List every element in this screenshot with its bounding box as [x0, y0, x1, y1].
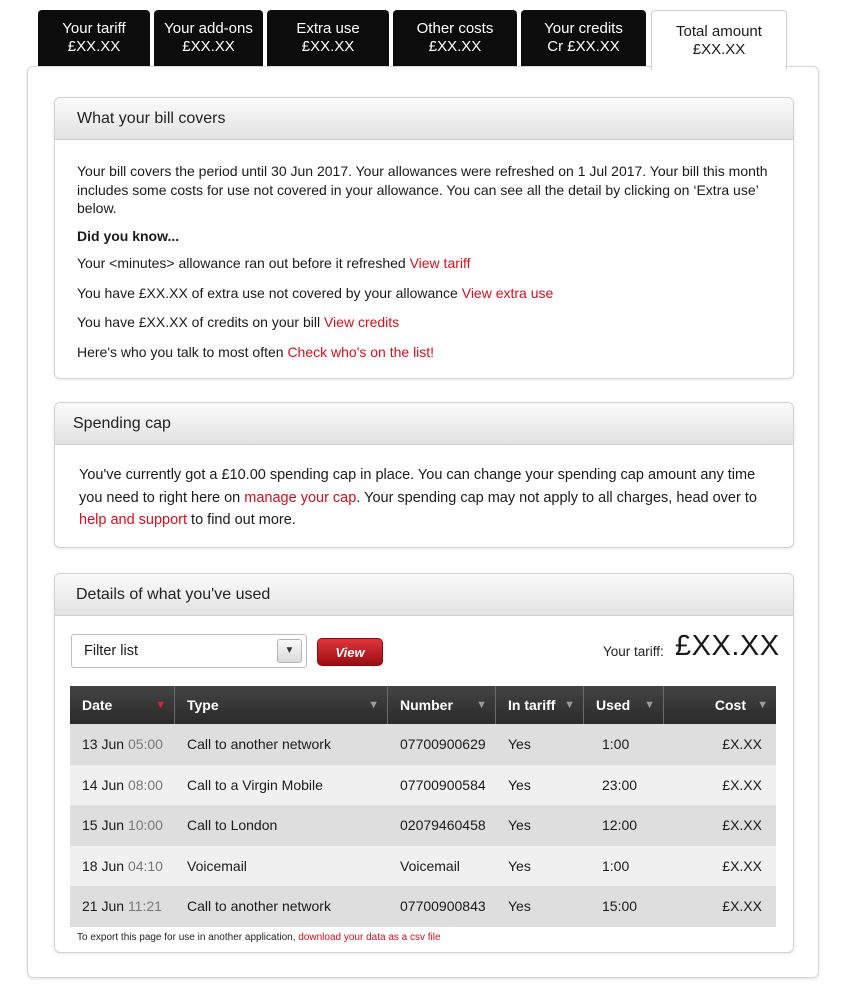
tab-total-amount[interactable]: [651, 10, 787, 70]
spending-cap-text: [55, 445, 793, 532]
header-label: Number: [400, 697, 453, 713]
spending-cap-card: [54, 402, 794, 548]
tab-label: Extra use: [296, 20, 360, 37]
header-label: Type: [187, 697, 219, 713]
tab-label: Other costs: [416, 20, 494, 37]
header-label: In tariff: [508, 697, 556, 713]
header-label: Used: [596, 697, 631, 713]
tab-label: Your tariff: [62, 20, 126, 37]
cell-day: 14 Jun: [82, 776, 125, 793]
cell-time: 10:00: [127, 817, 163, 833]
view-credits-link[interactable]: View credits: [323, 314, 400, 330]
cell-number: Voicemail: [400, 857, 460, 874]
cell-cost: £X.XX: [722, 898, 762, 914]
column-header-in-tariff[interactable]: [496, 686, 584, 724]
table-row: [70, 805, 776, 846]
chevron-down-icon: ▼: [368, 699, 379, 711]
column-header-date[interactable]: [70, 686, 175, 724]
cell-cost: £X.XX: [722, 776, 762, 793]
bill-covers-title: What your bill covers: [55, 98, 793, 140]
cell-type: Call to London: [187, 817, 278, 833]
download-csv-link[interactable]: download your data as a csv file: [298, 932, 441, 943]
view-extra-use-link[interactable]: View extra use: [461, 284, 554, 301]
tab-your-tariff[interactable]: [38, 10, 150, 68]
chevron-down-icon: ▼: [564, 699, 575, 711]
cell-day: 13 Jun: [82, 736, 125, 752]
filter-label: Filter list: [84, 643, 138, 659]
table-body: [70, 724, 776, 927]
cell-used: 23:00: [602, 776, 638, 793]
cell-in-tariff: Yes: [508, 736, 531, 752]
cell-date: [70, 846, 175, 887]
cell-used: 15:00: [602, 898, 638, 914]
cell-type: Call to another network: [187, 898, 331, 914]
cell-date: [70, 805, 175, 846]
usage-table: [70, 686, 776, 927]
view-button[interactable]: View: [317, 638, 383, 666]
tab-amount: £XX.XX: [692, 41, 746, 58]
tab-label: Your add-ons: [164, 20, 253, 37]
cell-type: Call to a Virgin Mobile: [187, 776, 323, 793]
bill-tabs: [38, 10, 788, 68]
item-text: You have £XX.XX of credits on your bill: [77, 314, 324, 330]
chevron-down-icon: ▼: [644, 699, 655, 711]
tab-amount: £XX.XX: [67, 38, 121, 55]
tab-amount: £XX.XX: [182, 38, 235, 55]
cell-time: 05:00: [127, 736, 163, 752]
did-you-know-item: [77, 343, 771, 362]
cell-number: 02079460458: [400, 817, 486, 833]
tab-your-credits[interactable]: [521, 10, 646, 68]
cell-day: 21 Jun: [82, 898, 125, 914]
export-note: [77, 932, 441, 943]
did-you-know-item: [77, 313, 771, 332]
tab-amount: Cr £XX.XX: [547, 38, 620, 55]
table-row: [70, 724, 776, 765]
cell-used: 12:00: [602, 817, 638, 833]
tab-your-add-ons[interactable]: [154, 10, 263, 68]
tab-label: Total amount: [676, 23, 762, 40]
cell-time: 04:10: [127, 857, 163, 874]
manage-cap-link[interactable]: manage your cap: [244, 489, 357, 506]
item-text: Your <minutes> allowance ran out before it refreshed: [77, 255, 410, 271]
cell-in-tariff: Yes: [508, 857, 531, 874]
sort-desc-icon: ▼: [155, 699, 166, 711]
cell-in-tariff: Yes: [508, 817, 531, 833]
chevron-down-icon: ▼: [757, 699, 768, 711]
tab-label: Your credits: [544, 20, 623, 37]
table-row: [70, 886, 776, 927]
usage-details-title: Details of what you've used: [55, 574, 793, 616]
tab-extra-use[interactable]: [267, 10, 389, 68]
cap-text: to find out more.: [187, 512, 296, 528]
cap-text: You've currently got a £10.00 spending cap in place. You can change your spending cap amount any time you need to right here on: [79, 467, 756, 506]
item-text: Here's who you talk to most often: [77, 343, 288, 360]
filter-select[interactable]: [71, 634, 307, 668]
cell-time: 11:21: [127, 898, 162, 914]
cell-in-tariff: Yes: [508, 898, 531, 914]
item-text: You have £XX.XX of extra use not covered by your allowance: [77, 284, 462, 301]
table-row: [70, 846, 776, 887]
did-you-know-item: [77, 284, 771, 303]
cell-used: 1:00: [602, 736, 630, 752]
tariff-amount: £XX.XX: [675, 630, 780, 662]
cell-day: 18 Jun: [82, 857, 125, 874]
spending-cap-title: Spending cap: [55, 403, 793, 445]
cell-number: 07700900843: [400, 898, 486, 914]
usage-details-card: [54, 573, 794, 953]
check-list-link[interactable]: Check who's on the list!: [287, 343, 435, 360]
bill-covers-intro: Your bill covers the period until 30 Jun 2017. Your allowances were refreshed on 1 Jul 2017. Your bill this month includes some costs for use not covered in your allowance. You can see all the detail by clicking on ‘Extra use’ below.: [77, 163, 768, 216]
view-tariff-link[interactable]: View tariff: [409, 255, 471, 271]
table-header: [70, 686, 776, 724]
cell-time: 08:00: [127, 776, 163, 793]
cap-text: . Your spending cap may not apply to all charges, head over to: [356, 489, 757, 506]
cell-date: [70, 724, 175, 765]
column-header-used[interactable]: [584, 686, 664, 724]
help-support-link[interactable]: help and support: [79, 512, 188, 528]
bill-panel: [27, 66, 819, 978]
did-you-know-item: [77, 254, 771, 273]
did-you-know-heading: Did you know...: [77, 227, 180, 244]
chevron-down-icon: ▼: [476, 699, 487, 711]
cell-type: Call to another network: [187, 736, 331, 752]
table-row: [70, 765, 776, 806]
cell-date: [70, 765, 175, 806]
bill-covers-card: [54, 97, 794, 379]
cell-day: 15 Jun: [82, 817, 125, 833]
header-label: Cost: [714, 697, 746, 713]
cell-in-tariff: Yes: [508, 776, 531, 793]
cell-number: 07700900629: [400, 736, 486, 752]
tariff-label: Your tariff:: [603, 644, 664, 659]
cell-type: Voicemail: [187, 857, 247, 874]
column-header-type[interactable]: [175, 686, 388, 724]
cell-cost: £X.XX: [722, 857, 762, 874]
tab-amount: £XX.XX: [301, 38, 355, 55]
column-header-number[interactable]: [388, 686, 496, 724]
cell-used: 1:00: [602, 857, 630, 874]
tab-amount: £XX.XX: [428, 38, 482, 55]
column-header-cost[interactable]: [664, 686, 776, 724]
cell-cost: £X.XX: [722, 736, 762, 752]
cell-date: [70, 886, 175, 927]
header-label: Date: [82, 697, 113, 713]
export-text: To export this page for use in another application,: [77, 932, 299, 943]
tab-other-costs[interactable]: [393, 10, 517, 68]
chevron-down-icon[interactable]: ▼: [277, 639, 302, 663]
cell-number: 07700900584: [400, 776, 486, 793]
cell-cost: £X.XX: [722, 817, 762, 833]
